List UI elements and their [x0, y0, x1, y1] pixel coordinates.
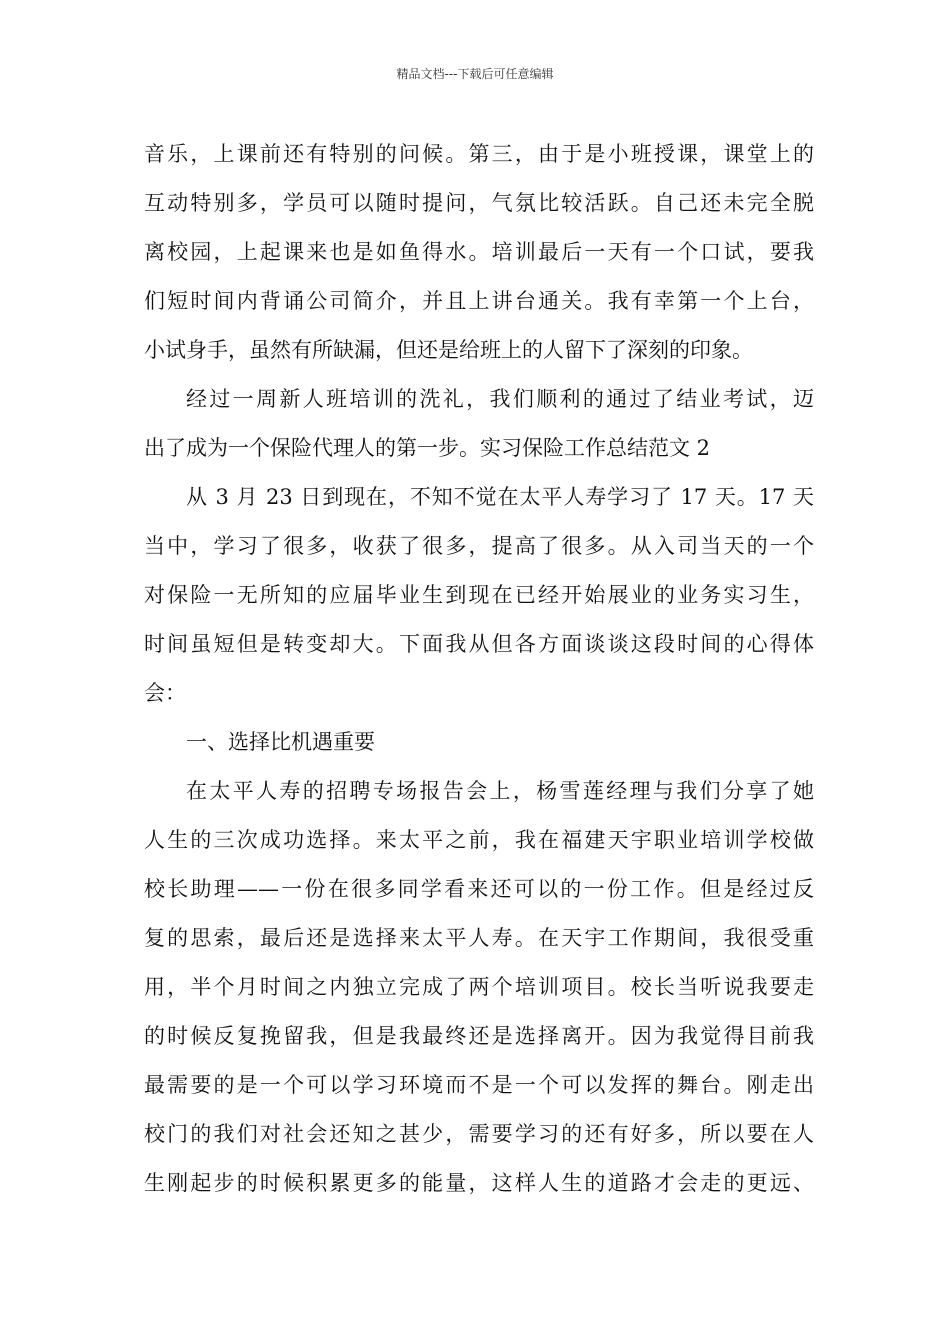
text-line: 当中，学习了很多，收获了很多，提高了很多。从入司当天的一个 [144, 534, 814, 558]
text-line: 的时候反复挽留我，但是我最终还是选择离开。因为我觉得目前我 [144, 1024, 814, 1048]
text-line: 最需要的是一个可以学习环境而不是一个可以发挥的舞台。刚走出 [144, 1073, 814, 1097]
text-line: 人生的三次成功选择。来太平之前，我在福建天宇职业培训学校做 [144, 828, 814, 852]
text-line: 校门的我们对社会还知之甚少，需要学习的还有好多，所以要在人 [144, 1122, 814, 1146]
text-line: 音乐，上课前还有特别的问候。第三，由于是小班授课，课堂上的 [144, 142, 814, 166]
document-body [144, 130, 814, 1208]
page-header: 精品文档---下载后可任意编辑 [396, 67, 554, 81]
text-line: 会： [144, 681, 186, 705]
text-line: 对保险一无所知的应届毕业生到现在已经开始展业的业务实习生， [144, 583, 814, 607]
text-line: 生刚起步的时候积累更多的能量，这样人生的道路才会走的更远、 [144, 1171, 814, 1195]
paragraph-start-line: 从 3 月 23 日到现在，不知不觉在太平人寿学习了 17 天。17 天 [186, 485, 814, 509]
paragraph-start-line: 经过一周新人班培训的洗礼，我们顺利的通过了结业考试，迈 [186, 387, 814, 411]
text-line: 互动特别多，学员可以随时提问，气氛比较活跃。自己还未完全脱 [144, 191, 814, 215]
paragraph-start-line: 在太平人寿的招聘专场报告会上，杨雪莲经理与我们分享了她 [186, 779, 814, 803]
text-line: 出了成为一个保险代理人的第一步。实习保险工作总结范文 2 [144, 436, 711, 460]
text-line: 用，半个月时间之内独立完成了两个培训项目。校长当听说我要走 [144, 975, 814, 999]
section-heading: 一、选择比机遇重要 [186, 730, 375, 754]
text-line: 们短时间内背诵公司简介，并且上讲台通关。我有幸第一个上台， [144, 289, 814, 313]
text-line: 时间虽短但是转变却大。下面我从但各方面谈谈这段时间的心得体 [144, 632, 814, 656]
text-line: 复的思索，最后还是选择来太平人寿。在天宇工作期间，我很受重 [144, 926, 814, 950]
text-line: 离校园，上起课来也是如鱼得水。培训最后一天有一个口试，要我 [144, 240, 814, 264]
text-line: 校长助理——一份在很多同学看来还可以的一份工作。但是经过反 [144, 877, 814, 901]
text-line: 小试身手，虽然有所缺漏，但还是给班上的人留下了深刻的印象。 [144, 338, 753, 362]
